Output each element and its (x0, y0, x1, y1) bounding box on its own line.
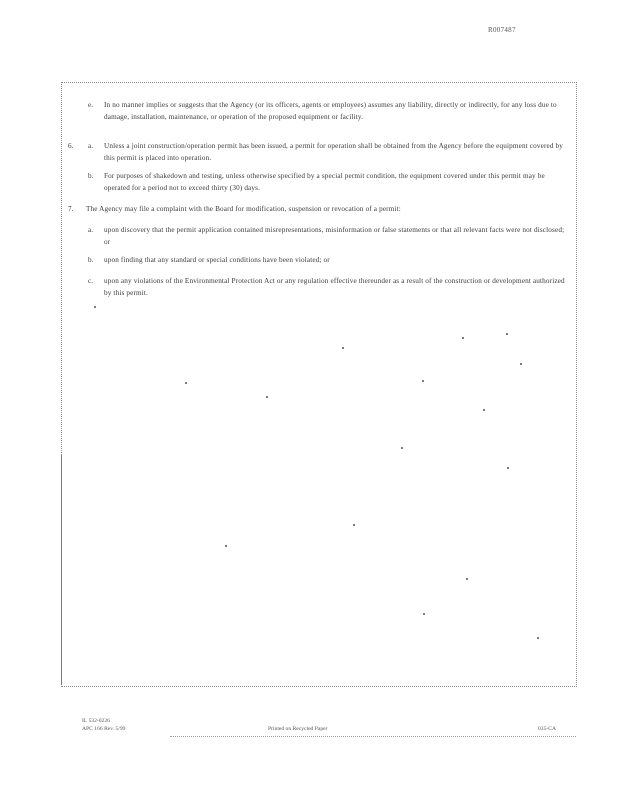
scan-speck (520, 363, 522, 365)
scan-speck (466, 578, 468, 580)
frame-edge (61, 455, 62, 685)
condition-text: For purposes of shakedown and testing, unless otherwise specified by a special permit condition, the equipment covered under this permit may be operated for a period not to exceed thirty (30) days. (104, 172, 545, 192)
condition-number: 6. (68, 142, 74, 150)
condition-letter: b. (88, 256, 94, 264)
footer-rule (170, 736, 576, 737)
recycled-paper-note: Printed on Recycled Paper (268, 726, 328, 732)
scan-speck (423, 613, 425, 615)
condition-letter: e. (88, 101, 93, 109)
condition-text: upon finding that any standard or special conditions have been violated; or (104, 256, 330, 264)
condition-letter: a. (88, 142, 93, 150)
condition-text: upon any violations of the Environmental Protection Act or any regulation effective thereunder as a result of the construction or development authorized by this permit. (104, 277, 565, 297)
form-number: IL 532-0226 (82, 718, 110, 724)
scan-speck (507, 467, 509, 469)
condition-letter: c. (88, 277, 93, 285)
scan-speck (94, 306, 96, 308)
condition-text: Unless a joint construction/operation permit has been issued, a permit for operation shall be obtained from the Agency before the equipment covered by this permit is placed into operation. (104, 142, 564, 162)
scan-speck (342, 347, 344, 349)
scan-speck (225, 545, 227, 547)
scan-speck (266, 396, 268, 398)
condition-number: 7. (68, 205, 74, 213)
document-id: R007487 (488, 26, 516, 34)
scan-speck (483, 409, 485, 411)
scan-speck (462, 337, 464, 339)
form-revision: APC 166 Rev. 5/99 (82, 726, 126, 732)
scan-speck (185, 382, 187, 384)
condition-letter: a. (88, 226, 93, 234)
scan-speck (353, 524, 355, 526)
condition-letter: b. (88, 172, 94, 180)
condition-text: upon discovery that the permit application contained misrepresentations, misinformation or false statements or that all relevant facts were not disclosed; or (104, 226, 565, 246)
scan-speck (422, 380, 424, 382)
condition-text: In no manner implies or suggests that the Agency (or its officers, agents or employees) assumes any liability, directly or indirectly, for any loss due to damage, installation, maintenance, or operation of the proposed equipment or facility. (104, 101, 557, 121)
scan-speck (506, 333, 508, 335)
scan-speck (537, 637, 539, 639)
footer-code: 035-CA (538, 726, 557, 732)
scan-speck (401, 447, 403, 449)
condition-text: The Agency may file a complaint with the Board for modification, suspension or revocation of a permit: (86, 205, 401, 213)
